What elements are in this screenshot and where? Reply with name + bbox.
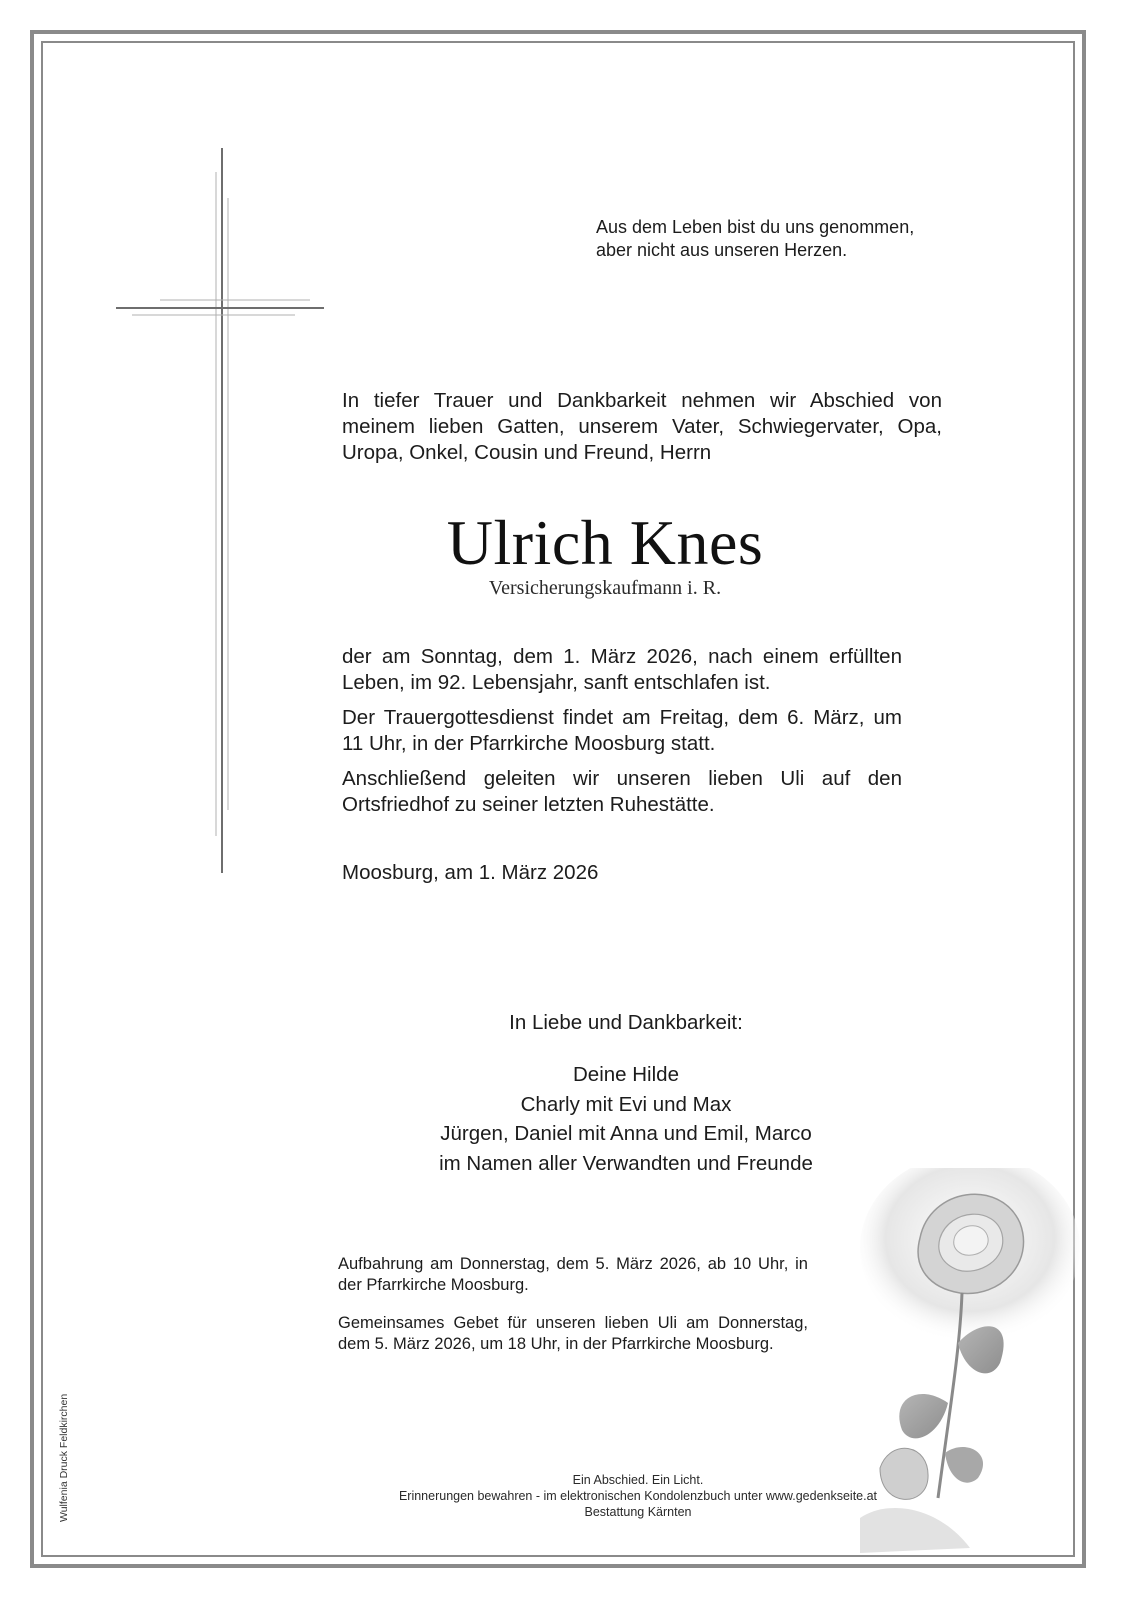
place-date: Moosburg, am 1. März 2026 (342, 861, 599, 884)
closing-line: In Liebe und Dankbarkeit: (509, 1011, 743, 1034)
motto-quote: Aus dem Leben bist du uns genommen, aber nicht aus unseren Herzen. (596, 217, 915, 260)
prayer-notice: Gemeinsames Gebet für unseren lieben Uli am Donnerstag, dem 5. März 2026, um 18 Uhr, in der Pfarrkirche Moosburg. (338, 1314, 808, 1353)
signers-list (342, 1060, 910, 1178)
signer-line: Jürgen, Daniel mit Anna und Emil, Marco (440, 1122, 812, 1145)
signer-line: im Namen aller Verwandten und Freunde (439, 1151, 813, 1175)
footer-company: Bestattung Kärnten (584, 1505, 692, 1519)
signer-line: Charly mit Evi und Max (520, 1092, 732, 1116)
printer-credit: Wulfenia Druck Feldkirchen (58, 1393, 70, 1522)
intro-text: In tiefer Trauer und Dankbarkeit nehmen wir Abschied von meinem lieben Gatten, unserem Vater, Schwiegervater, Opa, Uropa, Onkel, Cousin und Freund, Herrn (342, 389, 942, 464)
deceased-name: Ulrich Knes (446, 507, 764, 578)
funeral-service-paragraph: Der Trauergottesdienst findet am Freitag, dem 6. März, um 11 Uhr, in der Pfarrkirche Moosburg statt. (342, 706, 902, 755)
deceased-profession: Versicherungskaufmann i. R. (488, 577, 722, 599)
footer-tagline: Ein Abschied. Ein Licht. (572, 1473, 704, 1487)
cross-icon (110, 148, 340, 888)
footer (358, 1472, 918, 1520)
death-announcement-paragraph: der am Sonntag, dem 1. März 2026, nach einem erfüllten Leben, im 92. Lebensjahr, sanft entschlafen ist. (342, 645, 902, 694)
signer-line: Deine Hilde (573, 1063, 679, 1086)
burial-paragraph: Anschließend geleiten wir unseren lieben Uli auf den Ortsfriedhof zu seiner letzten Ruhestätte. (342, 767, 902, 816)
viewing-notice: Aufbahrung am Donnerstag, dem 5. März 2026, ab 10 Uhr, in der Pfarrkirche Moosburg. (338, 1255, 808, 1294)
footer-condolence-link-text: Erinnerungen bewahren - im elektronischen Kondolenzbuch unter www.gedenkseite.at (398, 1489, 878, 1503)
